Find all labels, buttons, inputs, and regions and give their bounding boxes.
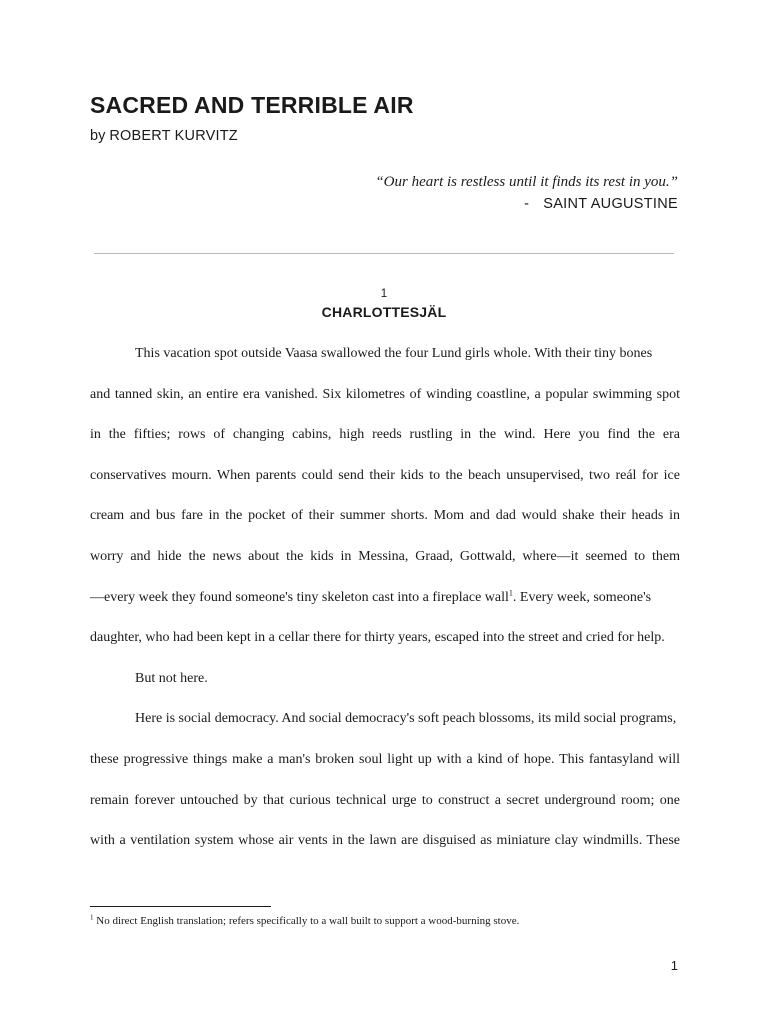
body-line: and tanned skin, an entire era vanished. Six kilometres of winding coastline, a popular swimming spot [90,386,680,402]
epigraph-dash: - [524,196,530,212]
epigraph-quote: “Our heart is restless until it finds its rest in you.” [375,174,678,190]
body-line [90,588,680,629]
body-line: daughter, who had been kept in a cellar there for thirty years, escaped into the street and cried for help. [90,630,665,646]
body-line: with a ventilation system whose air vents in the lawn are disguised as miniature clay windmills. These [90,833,680,849]
body-line: This vacation spot outside Vaasa swallowed the four Lund girls whole. With their tiny bones [135,346,653,361]
body-line: these progressive things make a man's broken soul light up with a kind of hope. This fantasyland will [90,751,680,767]
body-line: remain forever untouched by that curious technical urge to construct a secret underground room; one [90,792,680,808]
footnote-marker: 1 [90,913,94,922]
body-line: But not here. [135,670,208,686]
book-title: SACRED AND TERRIBLE AIR [90,92,414,118]
byline-prefix: by [90,128,106,144]
body-line: worry and hide the news about the kids in Messina, Graad, Gottwald, where—it seemed to them [90,548,680,564]
page-number: 1 [670,958,678,973]
body-line-text: —every week they found someone's tiny skeleton cast into a fireplace wall [90,589,509,605]
body-line: Here is social democracy. And social democracy's soft peach blossoms, its mild social programs, [135,711,677,727]
byline [90,128,238,144]
body-line: cream and bus fare in the pocket of their summer shorts. Mom and dad would shake their heads in [90,508,680,524]
chapter-title: CHARLOTTESJÄL [321,304,447,320]
section-divider [94,253,674,254]
footnote [90,915,519,927]
epigraph-author: SAINT AUGUSTINE [543,196,678,212]
chapter-number: 1 [380,288,388,300]
footnote-ref[interactable]: 1 [508,587,513,597]
body-line: in the fifties; rows of changing cabins, high reeds rustling in the wind. Here you find the era [90,427,680,443]
footnote-text: No direct English translation; refers specifically to a wall built to support a wood-burning stove. [93,915,520,927]
footnote-divider [90,906,271,907]
body-line: conservatives mourn. When parents could send their kids to the beach unsupervised, two reál for ice [90,467,680,483]
epigraph-attribution [524,196,678,212]
body-line-text: . Every week, someone's [512,589,652,605]
body-text [90,344,680,872]
author-name: ROBERT KURVITZ [109,128,238,144]
